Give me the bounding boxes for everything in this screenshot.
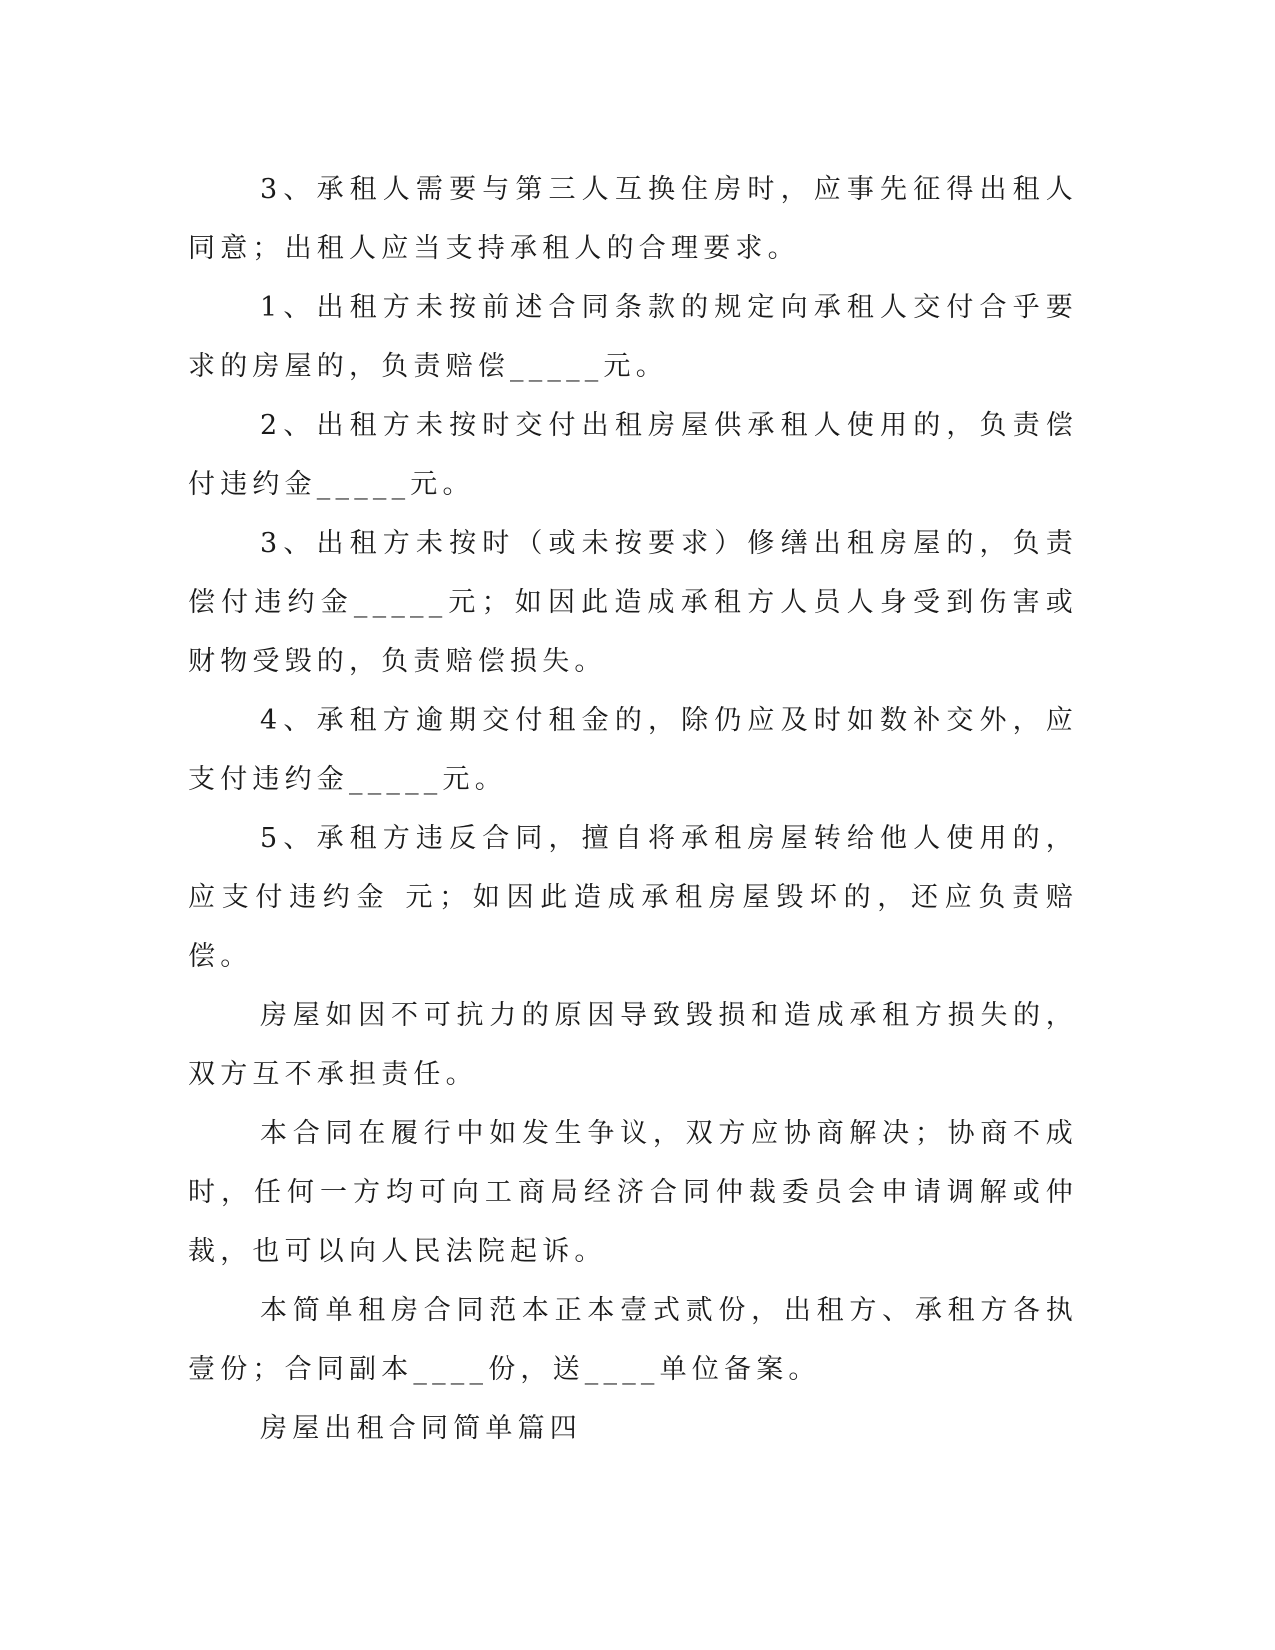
paragraph-clause-3-repair: 3、出租方未按时（或未按要求）修缮出租房屋的，负责偿付违约金_____元；如因此造成承租方人员人身受到伤害或财物受毁的，负责赔偿损失。: [188, 528, 1078, 677]
paragraph-force-majeure: 房屋如因不可抗力的原因导致毁损和造成承租方损失的，双方互不承担责任。: [188, 1000, 1078, 1090]
paragraph-clause-5-sublet: 5、承租方违反合同，擅自将承租房屋转给他人使用的，应支付违约金 元；如因此造成承租房屋毁坏的，还应负责赔偿。: [188, 823, 1078, 972]
paragraph-clause-2-late-delivery: 2、出租方未按时交付出租房屋供承租人使用的，负责偿付违约金_____元。: [188, 410, 1078, 500]
document-body: [188, 160, 1078, 1458]
section-heading: 房屋出租合同简单篇四: [260, 1413, 582, 1444]
paragraph-dispute-resolution: 本合同在履行中如发生争议，双方应协商解决；协商不成时，任何一方均可向工商局经济合同仲裁委员会申请调解或仲裁，也可以向人民法院起诉。: [188, 1118, 1078, 1267]
paragraph-clause-1-compensation: 1、出租方未按前述合同条款的规定向承租人交付合乎要求的房屋的，负责赔偿_____元。: [188, 292, 1078, 382]
paragraph-copies: 本简单租房合同范本正本壹式贰份，出租方、承租方各执壹份；合同副本____份，送____单位备案。: [188, 1295, 1078, 1385]
paragraph-clause-4-late-rent: 4、承租方逾期交付租金的，除仍应及时如数补交外，应支付违约金_____元。: [188, 705, 1078, 795]
paragraph-clause-3-exchange: 3、承租人需要与第三人互换住房时，应事先征得出租人同意；出租人应当支持承租人的合理要求。: [188, 174, 1078, 264]
